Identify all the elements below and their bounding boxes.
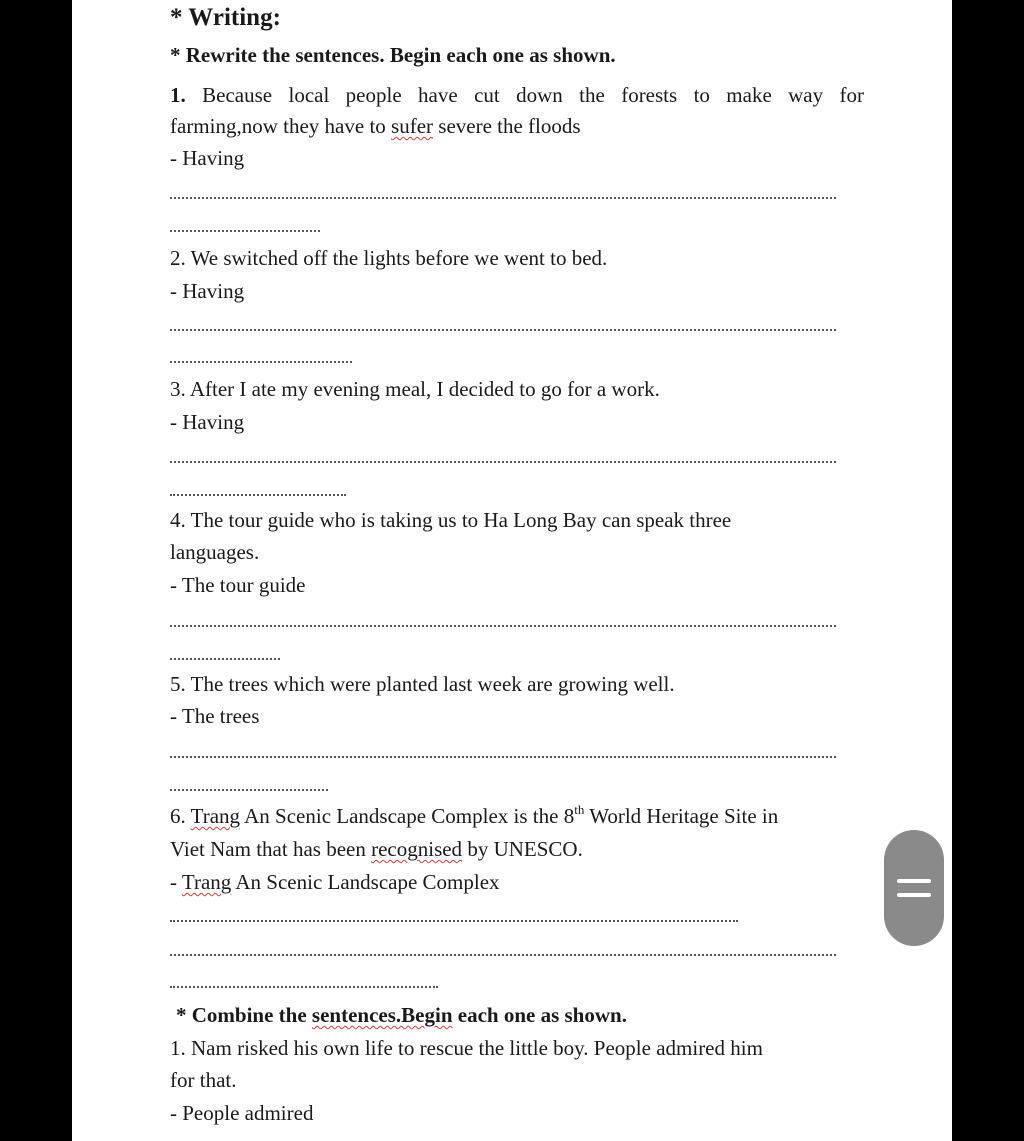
grip-icon-line (897, 893, 931, 897)
q3-answer-line-1 (170, 459, 836, 463)
q3-number: 3. (170, 377, 186, 401)
q1-line2 (170, 114, 581, 139)
grip-icon (897, 879, 931, 883)
q6-answer-line-3 (170, 984, 438, 988)
q1-prompt: - Having (170, 146, 245, 170)
q6-text1a: An Scenic Landscape Complex is the 8 (240, 804, 575, 828)
q3-answer-line-2 (170, 492, 346, 496)
q5-answer-line-2 (170, 787, 328, 791)
q5-answer-line-1 (170, 754, 836, 758)
q6-spell-mark-3: Trang (181, 870, 232, 894)
q2-number: 2. (170, 246, 186, 270)
q5-line (170, 672, 675, 697)
q2-answer-line-2 (170, 359, 352, 363)
q1-line1 (170, 83, 864, 108)
q6-line2 (170, 837, 583, 862)
scroll-handle[interactable] (884, 830, 944, 946)
section-heading: * Writing: (170, 4, 281, 31)
c1-line2: for that. (170, 1068, 237, 1092)
q2-text: We switched off the lights before we went to bed. (190, 246, 608, 270)
q3-line (170, 377, 660, 402)
q4-text1: The tour guide who is taking us to Ha Long Bay can speak three (190, 508, 732, 532)
q6-spell-mark-2: recognised (371, 837, 463, 861)
q1-number: 1. (170, 83, 186, 107)
combine-instruction-a: * Combine the (176, 1003, 312, 1027)
q4-prompt: - The tour guide (170, 573, 306, 597)
q4-line1 (170, 508, 731, 533)
q4-line2: languages. (170, 540, 260, 564)
q1-answer-line-1 (170, 195, 836, 199)
c1-number: 1. (170, 1036, 186, 1060)
c1-text1: Nam risked his own life to rescue the little boy. People admired him (191, 1036, 763, 1060)
q6-answer-line-1 (170, 918, 738, 922)
q2-answer-line-1 (170, 327, 836, 331)
q6-superscript: th (574, 802, 585, 817)
q4-answer-line-2 (170, 656, 280, 660)
q1-text1: Because local people have cut down the forests to make way for (202, 83, 865, 107)
q1-answer-line-2 (170, 228, 320, 232)
q6-text2a: Viet Nam that has been (170, 837, 372, 861)
q6-prompt-text: An Scenic Landscape Complex (231, 870, 500, 894)
q6-line1 (170, 804, 778, 829)
q6-text1b: World Heritage Site in (584, 804, 779, 828)
q5-prompt: - The trees (170, 704, 260, 728)
q5-text: The trees which were planted last week are growing well. (190, 672, 675, 696)
q6-answer-line-2 (170, 952, 836, 956)
combine-instruction (176, 1003, 627, 1028)
rewrite-instruction: * Rewrite the sentences. Begin each one as shown. (170, 43, 616, 67)
q3-prompt: - Having (170, 410, 245, 434)
c1-prompt: - People admired (170, 1101, 314, 1125)
q2-prompt: - Having (170, 279, 245, 303)
q4-number: 4. (170, 508, 186, 532)
q1-spell-mark: sufer (391, 114, 434, 138)
q1-text2b: severe the floods (433, 114, 581, 138)
q6-spell-mark-1: Trang (190, 804, 241, 828)
document-page (72, 0, 952, 1141)
q2-line (170, 246, 607, 271)
q5-number: 5. (170, 672, 186, 696)
q6-text2b: by UNESCO. (462, 837, 583, 861)
combine-instruction-b: each one as shown. (452, 1003, 627, 1027)
q6-prompt-dash: - (170, 870, 182, 894)
combine-spell-mark: sentences.Begin (311, 1003, 453, 1027)
c1-line1 (170, 1036, 763, 1061)
q4-answer-line-1 (170, 623, 836, 627)
q6-prompt (170, 870, 500, 895)
q6-number: 6. (170, 804, 186, 828)
q3-text: After I ate my evening meal, I decided to go for a work. (189, 377, 660, 401)
q1-text2a: farming,now they have to (170, 114, 392, 138)
